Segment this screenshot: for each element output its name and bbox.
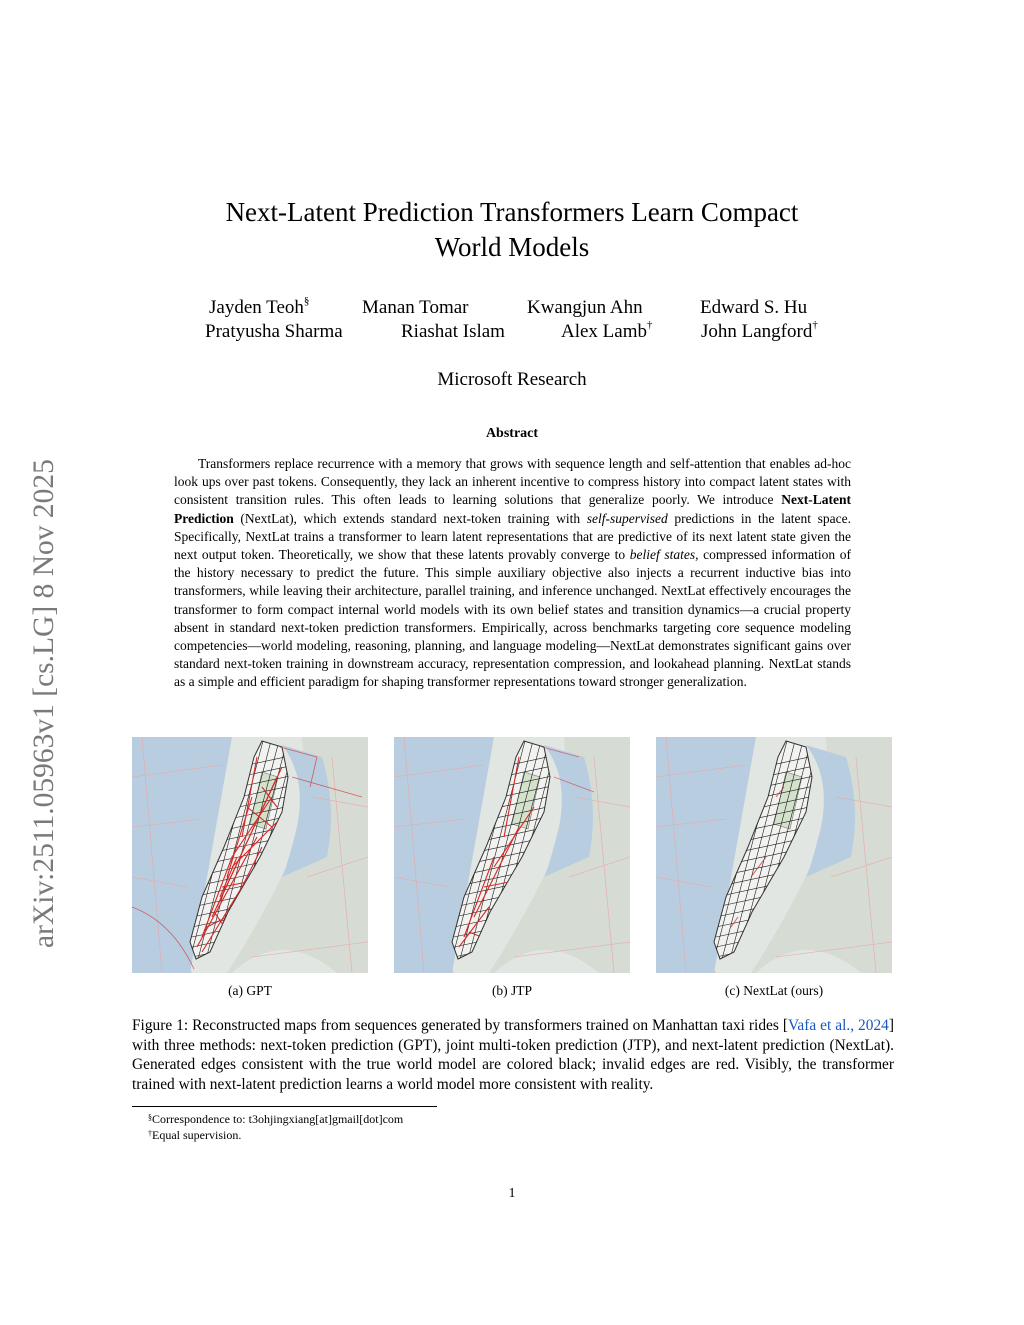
subfigure-label-jtp: (b) JTP [491, 983, 533, 998]
abstract-heading: Abstract [485, 426, 539, 441]
footnote-correspondence: §Correspondence to: t3ohjingxiang[at]gmail[dot]com [148, 1112, 404, 1126]
map-gpt [132, 737, 368, 973]
subfigure-label-gpt: (a) GPT [228, 983, 272, 998]
author-6: Riashat Islam [401, 321, 505, 342]
affiliation: Microsoft Research [437, 369, 587, 390]
author-5: Pratyusha Sharma [205, 321, 343, 342]
title-line-1: Next-Latent Prediction Transformers Learn Compact [225, 197, 799, 227]
paper-title [0, 195, 1024, 265]
author-3: Kwangjun Ahn [527, 297, 643, 318]
figure-caption: Figure 1: Reconstructed maps from sequences generated by transformers trained on Manhattan taxi rides [Vafa et al., 2024] with three methods: next-token prediction (GPT), joint multi-token prediction (JTP), and next-latent prediction (NextLat). Generated edges consistent with the true world model are colored black; invalid edges are red. Visibly, the transformer trained with next-latent prediction learns a world model more consistent with reality. [132, 1017, 894, 1093]
title-line-2: World Models [434, 232, 590, 262]
map-nextlat [656, 737, 892, 973]
subfigure-label-nextlat: (c) NextLat (ours) [724, 983, 824, 998]
footnote-equal-supervision: †Equal supervision. [148, 1128, 242, 1142]
map-panel-nextlat [656, 737, 892, 973]
nextlat-term: Next-Latent Prediction [174, 492, 851, 526]
author-2: Manan Tomar [362, 297, 469, 318]
author-7: Alex Lamb† [561, 319, 653, 342]
author-4: Edward S. Hu [700, 297, 808, 318]
author-1: Jayden Teoh§ [209, 295, 310, 318]
abstract-body: Transformers replace recurrence with a memory that grows with sequence length and self-attention that enables ad-hoc look ups over past tokens. Consequently, they lack an inherent incentive to compress history into compact latent states with consistent transition rules. This often leads to learning solutions that generalize poorly. We introduce Next-Latent Prediction (NextLat), which extends standard next-token training with self-supervised predictions in the latent space. Specifically, NextLat trains a transformer to learn latent representations that are predictive of its next latent state given the next output token. Theoretically, we show that these latents provably converge to belief states, compressed information of the history necessary to predict the future. This simple auxiliary objective also injects a recurrent inductive bias into transformers, while leaving their architecture, parallel training, and inference unchanged. NextLat effectively encourages the transformer to form compact internal world models with its own belief states and transition dynamics—a crucial property absent in standard next-token prediction transformers. Empirically, across benchmarks targeting core sequence modeling competencies—world modeling, reasoning, planning, and language modeling—NextLat demonstrates significant gains over standard next-token training in downstream accuracy, representation compression, and lookahead planning. NextLat stands as a simple and efficient paradigm for shaping transformer representations toward stronger generalization. [174, 456, 851, 690]
author-8: John Langford† [701, 319, 818, 342]
map-jtp [394, 737, 630, 973]
page-number: 1 [508, 1186, 516, 1201]
map-panel-jtp [394, 737, 630, 973]
arxiv-identifier-stamp: arXiv:2511.05963v1 [cs.LG] 8 Nov 2025 [28, 459, 60, 948]
map-panel-gpt [132, 737, 368, 973]
footnote-separator [132, 1106, 437, 1107]
citation-link[interactable]: Vafa et al., 2024 [787, 1017, 889, 1034]
